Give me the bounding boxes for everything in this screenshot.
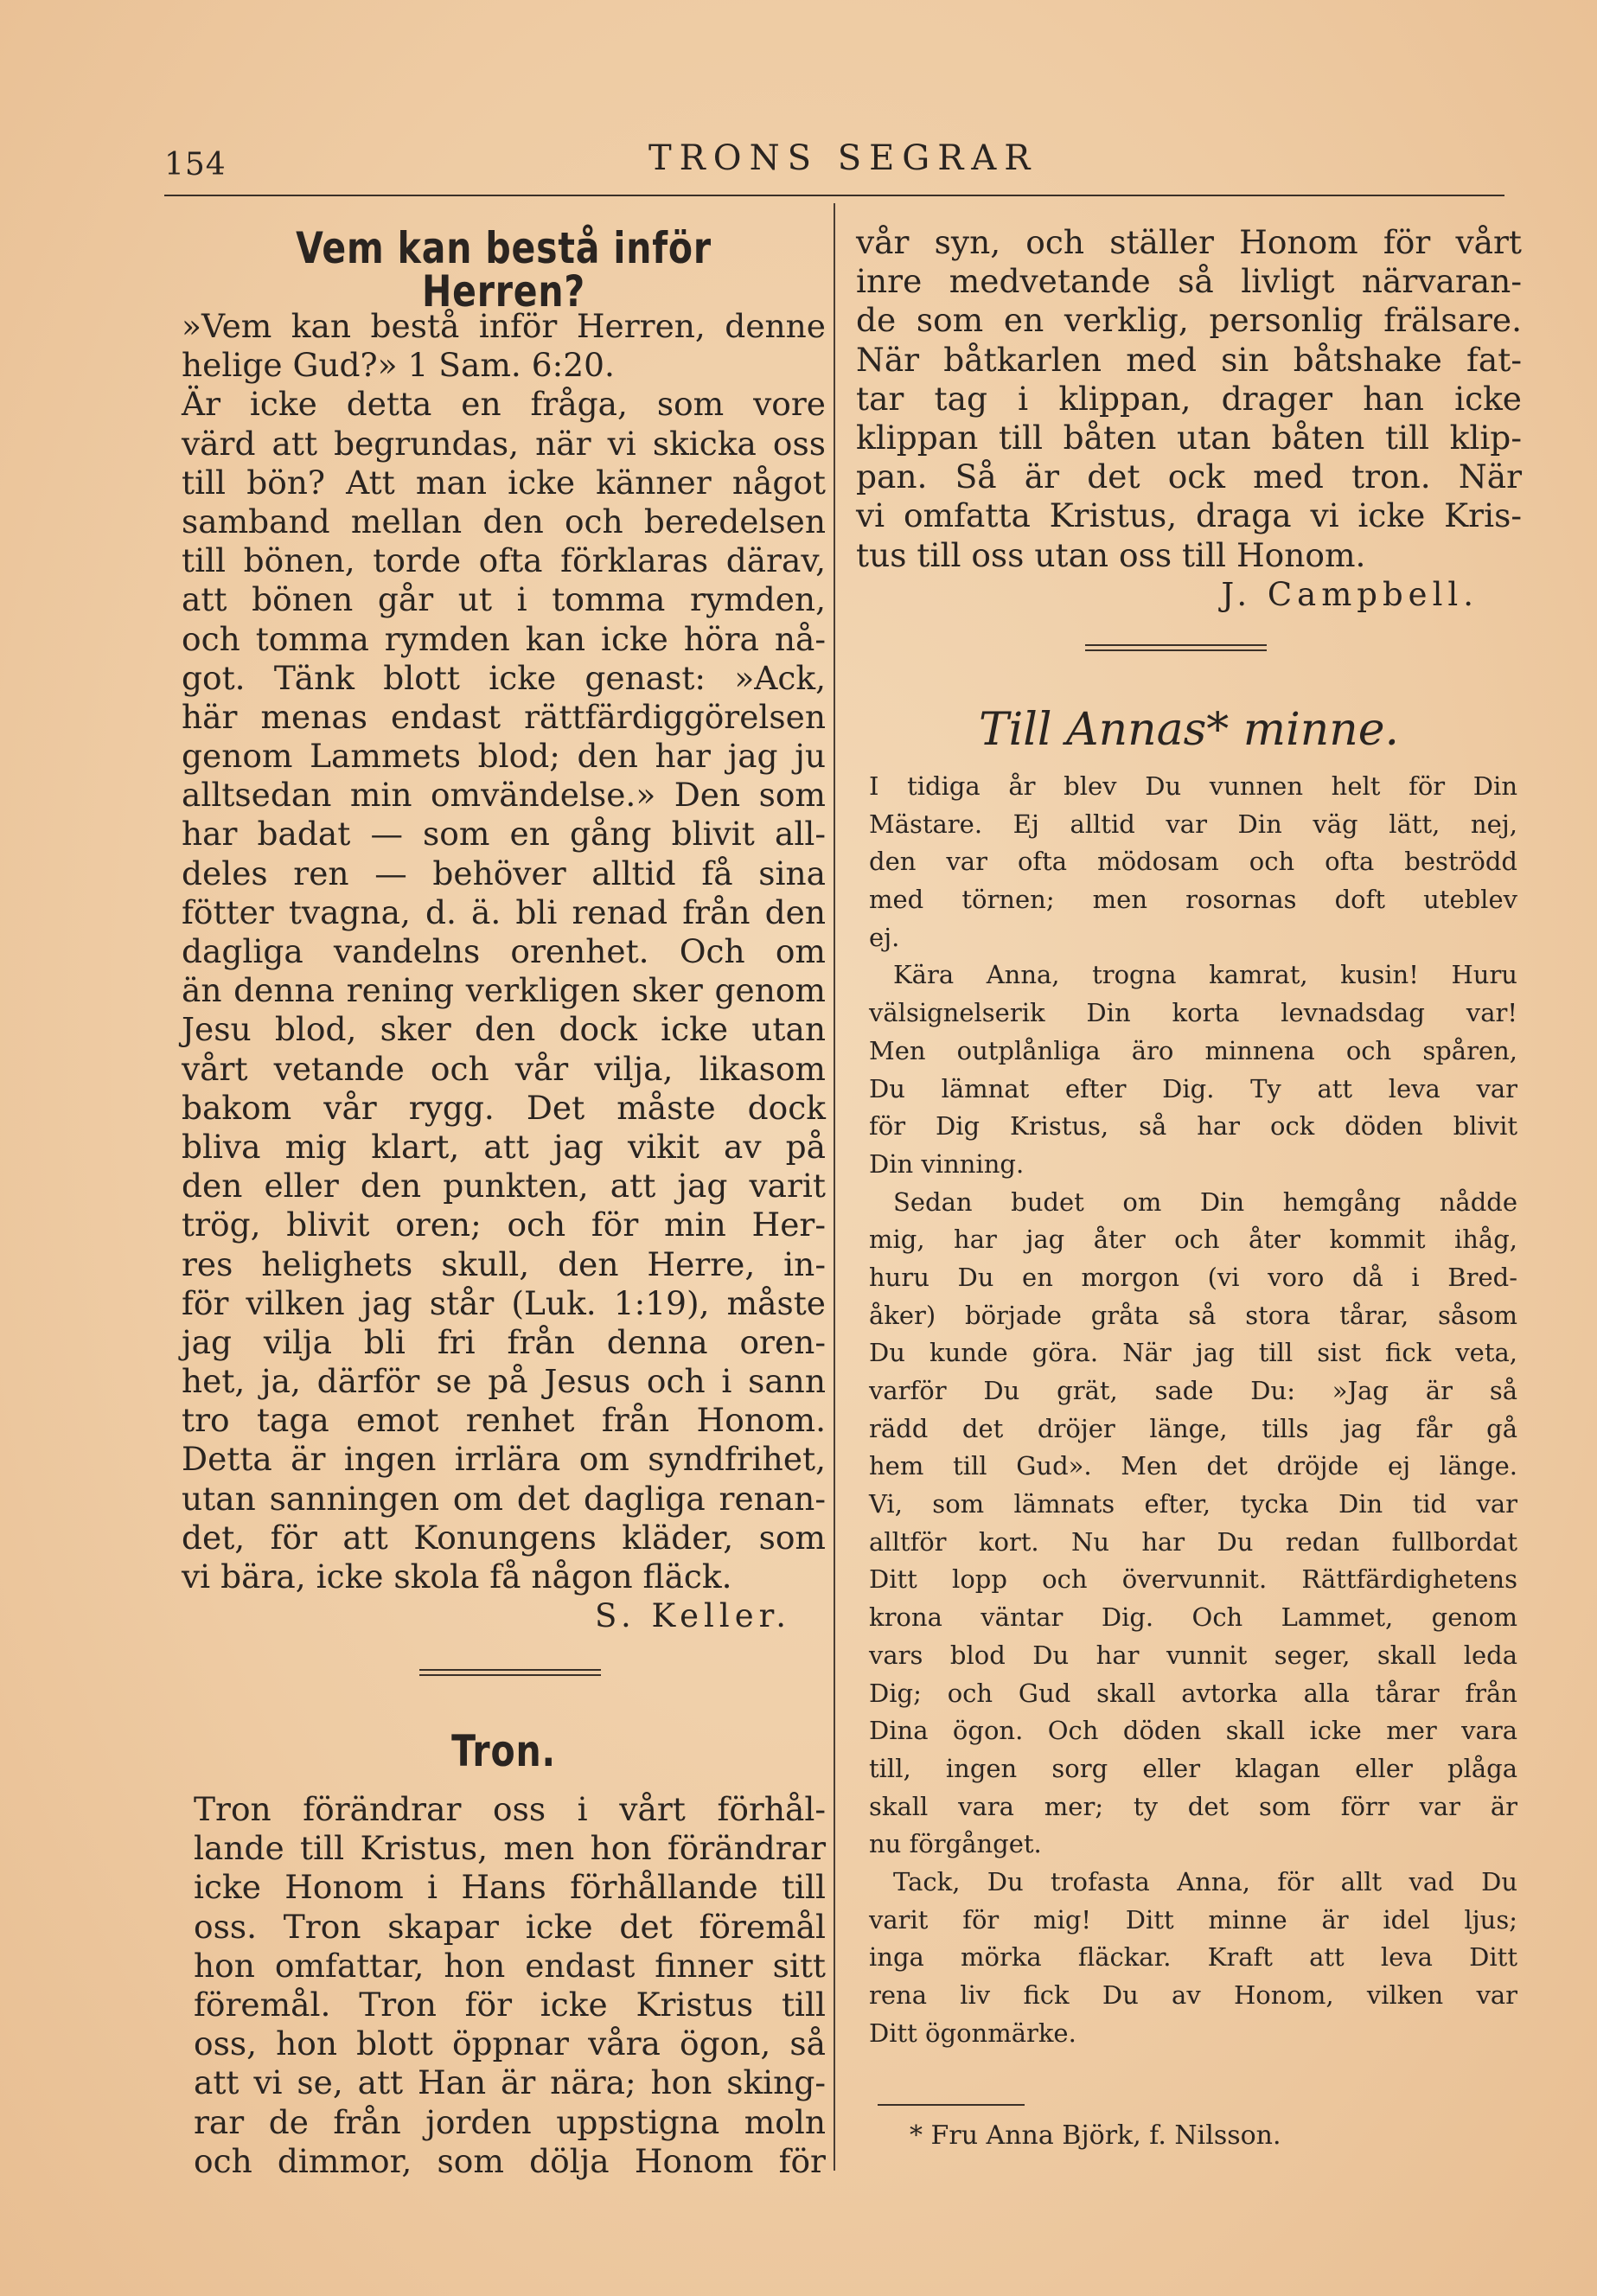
text-line: till bönen, torde ofta förklaras därav, (182, 541, 826, 580)
text-line: Du lämnat efter Dig. Ty att leva var (869, 1073, 1517, 1103)
header-rule (164, 195, 1504, 196)
text-line: Mästare. Ej alltid var Din väg lätt, nej, (869, 809, 1517, 839)
text-line: den eller den punkten, att jag varit (182, 1167, 826, 1206)
text-line: och dimmor, som dölja Honom för (194, 2141, 826, 2180)
text-line: genom Lammets blod; den har jag ju (182, 737, 826, 776)
text-line: nu förgånget. (869, 1829, 1042, 1859)
text-line: res helighets skull, den Herre, in- (182, 1244, 826, 1283)
text-line: har badat — som en gång blivit all- (182, 815, 826, 854)
text-line: skall vara mer; ty det som förr var är (869, 1791, 1517, 1821)
text-line: Vi, som lämnats efter, tycka Din tid var (869, 1489, 1517, 1519)
text-line: hem till Gud». Men det dröjde ej länge. (869, 1451, 1517, 1481)
text-line: de som en verklig, personlig frälsare. (856, 301, 1522, 340)
text-line: oss, hon blott öppnar våra ögon, så (194, 2024, 826, 2063)
text-line: helige Gud?» 1 Sam. 6:20. (182, 346, 615, 385)
text-line: det, för att Konungens kläder, som (182, 1518, 826, 1557)
article-title: Till Annas* minne. (978, 704, 1400, 756)
text-line: bakom vår rygg. Det måste dock (182, 1088, 826, 1127)
text-line: vårt vetande och vår vilja, likasom (182, 1049, 826, 1088)
text-line: ej. (869, 922, 900, 952)
text-line: varit för mig! Ditt minne är idel ljus; (869, 1904, 1517, 1935)
text-line: att bönen går ut i tomma rymden, (182, 580, 826, 619)
text-line: Ditt lopp och övervunnit. Rättfärdighetens (869, 1564, 1517, 1595)
page-number: 154 (164, 147, 227, 182)
text-line: oss. Tron skapar icke det föremål (194, 1907, 826, 1946)
text-line: När båtkarlen med sin båtshake fat- (856, 340, 1522, 379)
text-line: att vi se, att Han är nära; hon sking- (194, 2063, 826, 2102)
text-line: Kära Anna, trogna kamrat, kusin! Huru (893, 960, 1517, 990)
text-line: hon omfattar, hon endast finner sitt (194, 1946, 826, 1985)
text-line: got. Tänk blott icke genast: »Ack, (182, 658, 826, 697)
text-line: Dig; och Gud skall avtorka alla tårar från (869, 1678, 1517, 1708)
text-line: Din vinning. (869, 1148, 1025, 1179)
text-line: Ditt ögonmärke. (869, 2018, 1076, 2048)
text-line: Är icke detta en fråga, som vore (182, 385, 826, 424)
text-line: åker) började gråta så stora tårar, såsom (869, 1300, 1517, 1330)
text-line: fötter tvagna, d. ä. bli renad från den (182, 892, 826, 931)
text-line: Jesu blod, sker den dock icke utan (182, 1010, 826, 1049)
text-line: för vilken jag står (Luk. 1:19), måste (182, 1283, 826, 1322)
text-line: välsignelserik Din korta levnadsdag var! (869, 998, 1517, 1028)
article-title: Tron. (451, 1726, 556, 1776)
text-line: och tomma rymden kan icke höra nå- (182, 619, 826, 658)
text-line: rena liv fick Du av Honom, vilken var (869, 1980, 1517, 2010)
section-divider (419, 1669, 601, 1676)
text-line: vår syn, och ställer Honom för vårt (856, 223, 1522, 261)
text-line: Sedan budet om Din hemgång nådde (893, 1186, 1517, 1217)
text-line: varför Du grät, sade Du: »Jag är så (869, 1376, 1517, 1405)
text-line: klippan till båten utan båten till klip- (856, 418, 1522, 457)
text-line: Men outplånliga äro minnena och spåren, (869, 1035, 1517, 1065)
text-line: Detta är ingen irrlära om syndfrihet, (182, 1440, 826, 1479)
text-line: här menas endast rättfärdiggörelsen (182, 697, 826, 736)
text-line: krona väntar Dig. Och Lammet, genom (869, 1602, 1517, 1633)
text-line: Tack, Du trofasta Anna, för allt vad Du (893, 1866, 1517, 1896)
text-line: tus till oss utan oss till Honom. (856, 535, 1366, 574)
text-line: inga mörka fläckar. Kraft att leva Ditt (869, 1942, 1517, 1973)
article-body (194, 1790, 826, 2181)
text-line: samband mellan den och beredelsen (182, 502, 826, 540)
text-line: till, ingen sorg eller klagan eller plåga (869, 1753, 1517, 1783)
text-line: tro taga emot renhet från Honom. (182, 1401, 826, 1440)
text-line: alltför kort. Nu har Du redan fullbordat (869, 1526, 1517, 1557)
signature: J. Campbell. (1221, 575, 1479, 613)
article-body (182, 307, 826, 1635)
signature: S. Keller. (594, 1597, 791, 1635)
text-line: med törnen; men rosornas doft uteblev (869, 885, 1517, 915)
text-line: trög, blivit oren; och för min Her- (182, 1206, 826, 1244)
text-line: lande till Kristus, men hon förändrar (194, 1829, 826, 1868)
text-line: alltsedan min omvändelse.» Den som (182, 776, 826, 815)
text-line: Tron förändrar oss i vårt förhål- (194, 1790, 826, 1828)
article-body (869, 768, 1517, 2052)
article-title: Vem kan bestå inför Herren? (296, 223, 712, 317)
text-line: tar tag i klippan, drager han icke (856, 379, 1522, 418)
text-line: icke Honom i Hans förhållande till (194, 1868, 826, 1907)
text-line: till bön? Att man icke känner något (182, 463, 826, 502)
running-title: TRONS SEGRAR (648, 138, 1038, 178)
text-line: än denna rening verkligen sker genom (182, 971, 826, 1010)
text-line: Dina ögon. Och döden skall icke mer vara (869, 1716, 1517, 1746)
text-line: I tidiga år blev Du vunnen helt för Din (869, 771, 1517, 801)
text-line: jag vilja bli fri från denna oren- (182, 1322, 826, 1361)
column-divider (834, 203, 835, 2171)
text-line: bliva mig klart, att jag vikit av på (182, 1127, 826, 1166)
text-line: värd att begrundas, när vi skicka oss (182, 424, 826, 463)
text-line: vi omfatta Kristus, draga vi icke Kris- (856, 496, 1522, 535)
text-line: mig, har jag åter och åter kommit ihåg, (869, 1225, 1517, 1255)
text-line: deles ren — behöver alltid få sina (182, 854, 826, 892)
text-line: den var ofta mödosam och ofta beströdd (869, 847, 1517, 877)
footnote-rule (878, 2104, 1025, 2106)
text-line: Du kunde göra. När jag till sist fick veta, (869, 1338, 1517, 1368)
text-line: het, ja, därför se på Jesus och i sann (182, 1362, 826, 1401)
section-divider (1085, 644, 1267, 651)
text-line: inre medvetande så livligt närvaran- (856, 262, 1522, 301)
text-line: vi bära, icke skola få någon fläck. (182, 1557, 732, 1596)
text-line: vars blod Du har vunnit seger, skall leda (869, 1640, 1517, 1670)
text-line: pan. Så är det ock med tron. När (856, 457, 1522, 496)
article-body (856, 223, 1522, 614)
text-line: »Vem kan bestå inför Herren, denne (182, 307, 826, 345)
text-line: föremål. Tron för icke Kristus till (194, 1985, 826, 2024)
text-line: huru Du en morgon (vi voro då i Bred- (869, 1262, 1517, 1292)
text-line: utan sanningen om det dagliga renan- (182, 1479, 826, 1518)
text-line: rädd det dröjer länge, tills jag får gå (869, 1413, 1517, 1443)
footnote: * Fru Anna Björk, f. Nilsson. (910, 2120, 1281, 2151)
text-line: för Dig Kristus, så har ock döden blivit (869, 1111, 1517, 1142)
text-line: rar de från jorden uppstigna moln (194, 2102, 826, 2141)
text-line: dagliga vandelns orenhet. Och om (182, 932, 826, 970)
